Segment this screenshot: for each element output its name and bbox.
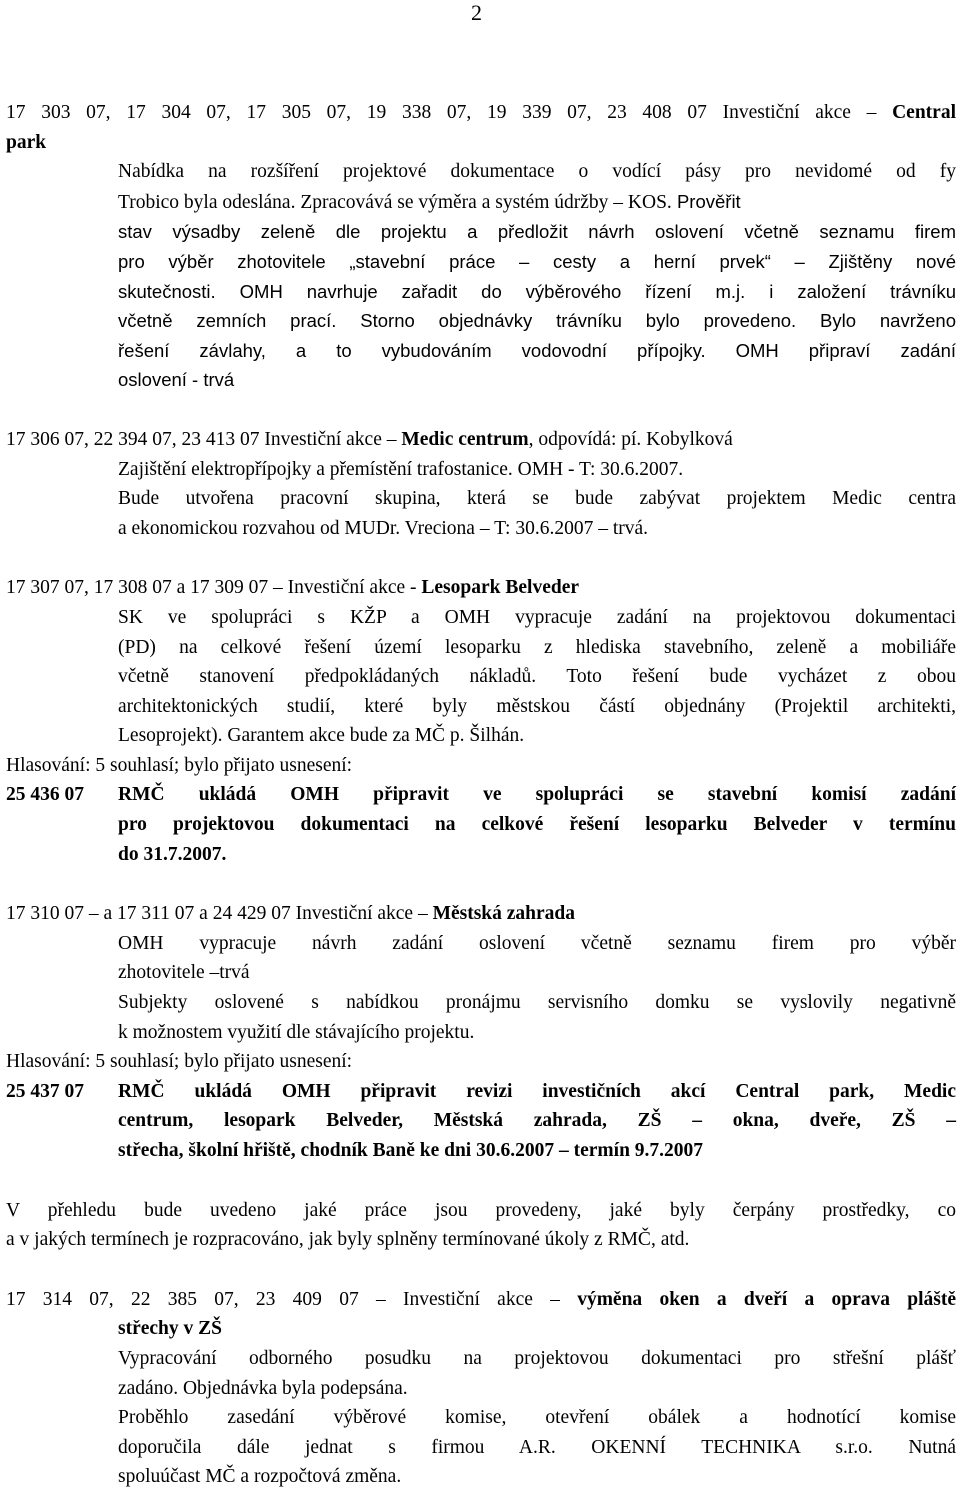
text-line: OMH vypracuje návrh zadání oslovení včetně seznamu firem pro výběr <box>118 932 956 954</box>
spacer <box>6 395 956 425</box>
resolution-number: 25 437 07 <box>6 1080 84 1102</box>
heading-text: 17 303 07, 17 304 07, 17 305 07, 19 338 07, 19 339 07, 23 408 07 Investiční akce – <box>6 102 877 123</box>
text-line: a ekonomickou rozvahou od MUDr. Vreciona – T: 30.6.2007 – trvá. <box>118 517 649 539</box>
text-line: doporučila dále jednat s firmou A.R. OKENNÍ TECHNIKA s.r.o. Nutná <box>118 1436 956 1458</box>
vote-line: Hlasování: 5 souhlasí; bylo přijato usnesení: <box>6 754 353 776</box>
text-line: včetně stanovení předpokládaných nákladů. Toto řešení bude vycházet z obou <box>118 666 956 688</box>
text-line: spoluúčast MČ a rozpočtová změna. <box>118 1466 402 1488</box>
project-name-part: park <box>6 131 47 153</box>
spacer <box>6 543 956 573</box>
text-line: pro výběr zhotovitele „stavební práce – cesty a herní prvek“ – Zjištěny nové <box>118 250 956 272</box>
spacer <box>6 869 956 899</box>
text-line: SK ve spolupráci s KŽP a OMH vypracuje zadání na projektovou dokumentaci <box>118 606 956 628</box>
heading-text: , odpovídá: pí. Kobylková <box>528 428 733 450</box>
text-line: stav výsadby zeleně dle projektu a předložit návrh oslovení včetně seznamu firem <box>118 221 956 243</box>
section-overview <box>6 1196 956 1255</box>
text-line: Nabídka na rozšíření projektové dokumentace o vodící pásy pro nevidomé od fy <box>118 161 956 183</box>
heading-text: 17 306 07, 22 394 07, 23 413 07 Investiční akce – <box>6 428 397 450</box>
text-line: V přehledu bude uvedeno jaké práce jsou provedeny, jaké byly čerpány prostředky, co <box>6 1199 956 1221</box>
resolution <box>6 780 956 869</box>
text-line: a v jakých termínech je rozpracováno, jak byly splněny termínované úkoly z RMČ, atd. <box>6 1229 690 1251</box>
text-line: Lesoprojekt). Garantem akce bude za MČ p. Šilhán. <box>118 725 525 747</box>
project-name: Lesopark Belveder <box>421 577 579 599</box>
text-line: Vypracování odborného posudku na projektovou dokumentaci pro střešní plášť <box>118 1347 956 1369</box>
section-zs-okna <box>6 1285 956 1492</box>
resolution-text <box>118 1077 956 1166</box>
text-line: architektonických studií, které byly městskou částí objednány (Projektil architekti, <box>118 695 956 717</box>
text-line: skutečnosti. OMH navrhuje zařadit do výběrového řízení m.j. i založení trávníku <box>118 280 956 302</box>
resolution-line: pro projektovou dokumentaci na celkové řešení lesoparku Belveder v termínu <box>118 814 956 836</box>
section-mestska-zahrada <box>6 899 956 1165</box>
section-lesopark-belveder <box>6 573 956 869</box>
section-heading <box>6 425 956 455</box>
resolution-line: do 31.7.2007. <box>118 843 227 865</box>
text-line: Subjekty oslovené s nabídkou pronájmu servisního domku se vyslovily negativně <box>118 992 956 1014</box>
text-line: zadáno. Objednávka byla podepsána. <box>118 1377 408 1399</box>
project-name: Medic centrum <box>401 428 529 450</box>
section-heading <box>6 1285 956 1315</box>
text-part: Trobico byla odeslána. Zpracovává se výměra a systém údržby – KOS. <box>118 191 672 213</box>
text-line: oslovení - trvá <box>118 369 235 391</box>
resolution-line: RMČ ukládá OMH připravit ve spolupráci se stavební komisí zadání <box>118 784 956 806</box>
project-name-cont <box>118 1314 956 1344</box>
text-line: včetně zemních prací. Storno objednávky trávníku bylo provedeno. Bylo navrženo <box>118 310 956 332</box>
text-line: Proběhlo zasedání výběrové komise, otevření obálek a hodnotící komise <box>118 1407 956 1429</box>
resolution-line: RMČ ukládá OMH připravit revizi investičních akcí Central park, Medic <box>118 1080 956 1102</box>
heading-text: 17 307 07, 17 308 07 a 17 309 07 – Investiční akce - <box>6 577 417 599</box>
section-heading <box>6 899 956 929</box>
section-heading <box>6 573 956 603</box>
text-line: Bude utvořena pracovní skupina, která se bude zabývat projektem Medic centra <box>118 488 956 510</box>
page-number: 2 <box>471 0 482 25</box>
text-line: zhotovitele –trvá <box>118 962 250 984</box>
resolution-line: centrum, lesopark Belveder, Městská zahrada, ZŠ – okna, dveře, ZŠ – <box>118 1110 956 1132</box>
resolution <box>6 1077 956 1166</box>
text-line: k možnostem využití dle stávajícího projektu. <box>118 1021 475 1043</box>
project-name: Městská zahrada <box>432 903 576 925</box>
project-name-part: střechy v ZŠ <box>118 1318 222 1340</box>
vote-line: Hlasování: 5 souhlasí; bylo přijato usnesení: <box>6 1051 353 1073</box>
text-line: Zajištění elektropřípojky a přemístění trafostanice. OMH - T: 30.6.2007. <box>118 458 684 480</box>
section-medic-centrum <box>6 425 956 543</box>
document-body <box>6 98 956 1492</box>
project-name-cont <box>6 128 956 158</box>
text-line: řešení závlahy, a to vybudováním vodovodní přípojky. OMH připraví zadání <box>118 339 956 361</box>
resolution-number: 25 436 07 <box>6 784 84 806</box>
section-central-park <box>6 98 956 395</box>
text-line: (PD) na celkové řešení území lesoparku z hlediska stavebního, zeleně a mobiliáře <box>118 636 956 658</box>
text-line <box>118 187 956 218</box>
section-heading <box>6 98 956 128</box>
spacer <box>6 1166 956 1196</box>
project-name: výměna oken a dveří a oprava pláště <box>577 1288 956 1310</box>
text-part: Prověřit <box>671 190 741 212</box>
project-name: Central <box>892 102 956 123</box>
spacer <box>6 1255 956 1285</box>
resolution-text <box>118 780 956 869</box>
resolution-line: střecha, školní hřiště, chodník Baně ke dni 30.6.2007 – termín 9.7.2007 <box>118 1140 704 1161</box>
heading-text: 17 310 07 – a 17 311 07 a 24 429 07 Investiční akce – <box>6 903 428 925</box>
heading-text: 17 314 07, 22 385 07, 23 409 07 – Investiční akce – <box>6 1288 560 1310</box>
